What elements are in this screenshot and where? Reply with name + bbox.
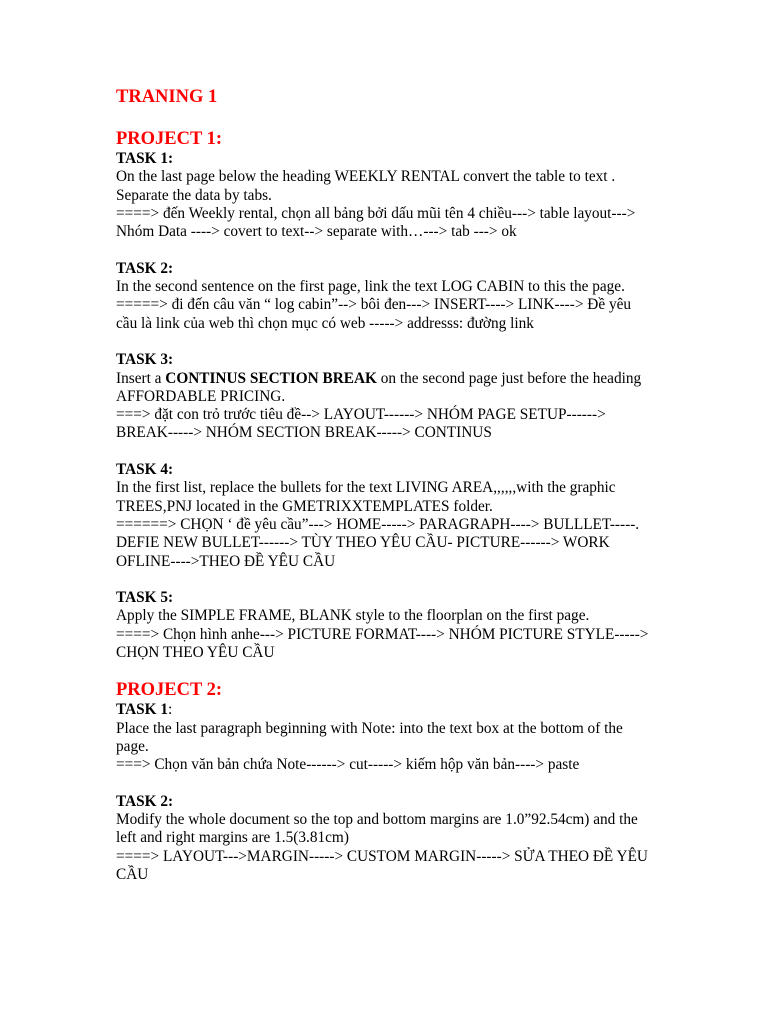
document-page (116, 86, 656, 884)
task-heading (116, 701, 656, 719)
task-instruction (116, 370, 656, 407)
task-heading-colon: : (168, 701, 173, 719)
task-heading: TASK 1: (116, 150, 174, 167)
task-heading: TASK 2: (116, 792, 174, 810)
instruction-bold-text: CONTINUS SECTION BREAK (165, 369, 377, 387)
task-steps: ====> LAYOUT--->MARGIN-----> CUSTOM MARGIN-----> SỬA THEO ĐỀ YÊU CẦU (116, 847, 648, 883)
instruction-text: on the second page just before the heading AFFORDABLE PRICING. (116, 369, 642, 405)
project-heading: PROJECT 2: (116, 680, 223, 701)
task-heading: TASK 5: (116, 589, 174, 607)
task-heading: TASK 3: (116, 351, 174, 369)
task-steps: =====> đi đến câu văn “ log cabin”--> bôi đen---> INSERT----> LINK----> Đề yêu cầu là link của web thì chọn mục có web -----> addresss: đường link (116, 296, 632, 332)
project-2 (116, 679, 656, 884)
doc-title: TRANING 1 (116, 87, 218, 107)
task-steps: ====> đến Weekly rental, chọn all bảng bởi dấu mũi tên 4 chiều---> table layout---> Nhóm Data ----> covert to text--> separate with…---> tab ---> ok (116, 204, 636, 241)
task-instruction: On the last page below the heading WEEKLY RENTAL convert the table to text . Separate the data by tabs. (116, 168, 616, 204)
task-instruction: Modify the whole document so the top and bottom margins are 1.0”92.54cm) and the left and right margins are 1.5(3.81cm) (116, 811, 638, 847)
task-steps: ===> đặt con trỏ trước tiêu đề--> LAYOUT------> NHÓM PAGE SETUP------> BREAK-----> NHÓM SECTION BREAK-----> CONTINUS (116, 406, 606, 442)
task-instruction: In the second sentence on the first page, link the text LOG CABIN to this the page. (116, 278, 625, 296)
task-block (116, 150, 656, 241)
task-steps: ======> CHỌN ‘ đề yêu cầu”---> HOME-----> PARAGRAPH----> BULLLET-----. DEFIE NEW BULLET------> TÙY THEO YÊU CẦU- PICTURE------> WORK OFLINE---->THEO ĐỀ YÊU CẦU (116, 515, 640, 570)
task-steps: ====> Chọn hình anhe---> PICTURE FORMAT----> NHÓM PICTURE STYLE-----> CHỌN THEO YÊU CẦU (116, 625, 649, 662)
task-block (116, 793, 656, 884)
task-block (116, 701, 656, 774)
project-1 (116, 128, 656, 662)
task-steps: ===> Chọn văn bản chứa Note------> cut-----> kiếm hộp văn bản----> paste (116, 756, 580, 774)
project-heading: PROJECT 1: (116, 129, 223, 149)
task-instruction: Apply the SIMPLE FRAME, BLANK style to the floorplan on the first page. (116, 607, 590, 625)
task-heading: TASK 2: (116, 259, 174, 277)
task-heading: TASK 4: (116, 461, 174, 479)
task-instruction: In the first list, replace the bullets for the text LIVING AREA,,,,,,with the graphic TREES,PNJ located in the GMETRIXXTEMPLATES folder. (116, 479, 616, 515)
task-instruction: Place the last paragraph beginning with Note: into the text box at the bottom of the page. (116, 719, 623, 755)
task-heading-label: TASK 1 (116, 701, 168, 719)
instruction-text: Insert a (116, 369, 166, 387)
task-block (116, 589, 656, 662)
task-block (116, 260, 656, 333)
task-block (116, 351, 656, 442)
task-block (116, 461, 656, 571)
